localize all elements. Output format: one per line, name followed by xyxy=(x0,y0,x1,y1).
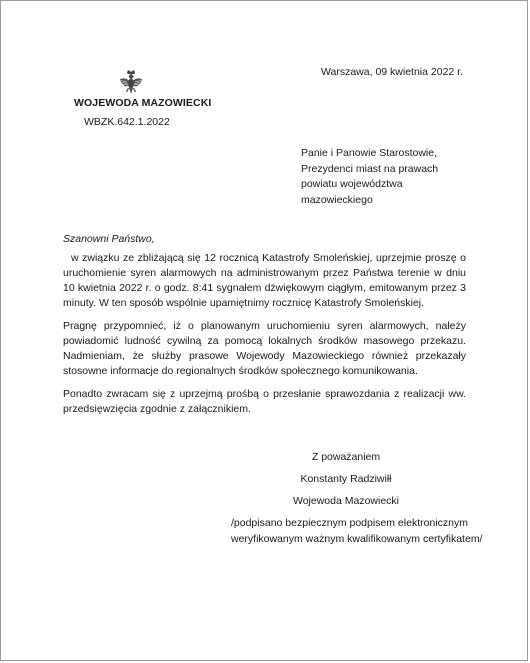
salutation: Szanowni Państwo, xyxy=(63,233,155,245)
closing-regards: Z poważaniem xyxy=(311,451,381,463)
issuing-authority: WOJEWODA MAZOWIECKI xyxy=(74,97,212,109)
reference-number: WBZK.642.1.2022 xyxy=(84,116,170,128)
signatory-title: Wojewoda Mazowiecki xyxy=(292,495,399,507)
body-paragraph: w związku ze zbliżającą się 12 rocznicą Katastrofy Smoleńskiej, uprzejmie proszę o uruchomienie syren alarmowych na administrowanym przez Państwa terenie w dniu 10 kwietnia 2022 r. o godz. 8:41 sygnałem dźwiękowym ciągłym, emitowanym przez 3 minuty. W ten sposób wspólnie upamiętnimy rocznicę Katastrofy Smoleńskiej. xyxy=(63,252,466,309)
addressee-line: powiatu województwa xyxy=(301,178,403,190)
addressee-line: Prezydenci miast na prawach xyxy=(301,162,439,175)
signature-note: /podpisano bezpiecznym podpisem elektronicznym xyxy=(231,517,468,529)
closing-block xyxy=(231,449,483,547)
letter-body xyxy=(63,251,466,425)
signature-note: weryfikowanym ważnym kwalifikowanym certyfikatem/ xyxy=(231,533,483,545)
addressee-line: mazowieckiego xyxy=(301,193,373,206)
body-paragraph: Ponadto zwracam się z uprzejmą prośbą o przesłanie sprawozdania z realizacji ww. przedsięwzięcia zgodnie z załącznikiem. xyxy=(63,388,466,415)
signatory-name: Konstanty Radziwiłł xyxy=(300,473,392,485)
addressee-block xyxy=(301,146,438,208)
place-date: Warszawa, 09 kwietnia 2022 r. xyxy=(320,66,463,78)
body-paragraph: Pragnę przypomnieć, iż o planowanym uruchomieniu syren alarmowych, należy powiadomić ludność cywilną za pomocą lokalnych środków masowego przekazu. Nadmieniam, że służby prasowe Wojewody Mazowieckiego również przekazały stosowne informacje do regionalnych środków społecznego komunikowania. xyxy=(63,320,466,377)
polish-eagle-emblem-icon xyxy=(119,69,143,97)
addressee-line: Panie i Panowie Starostowie, xyxy=(301,147,437,159)
